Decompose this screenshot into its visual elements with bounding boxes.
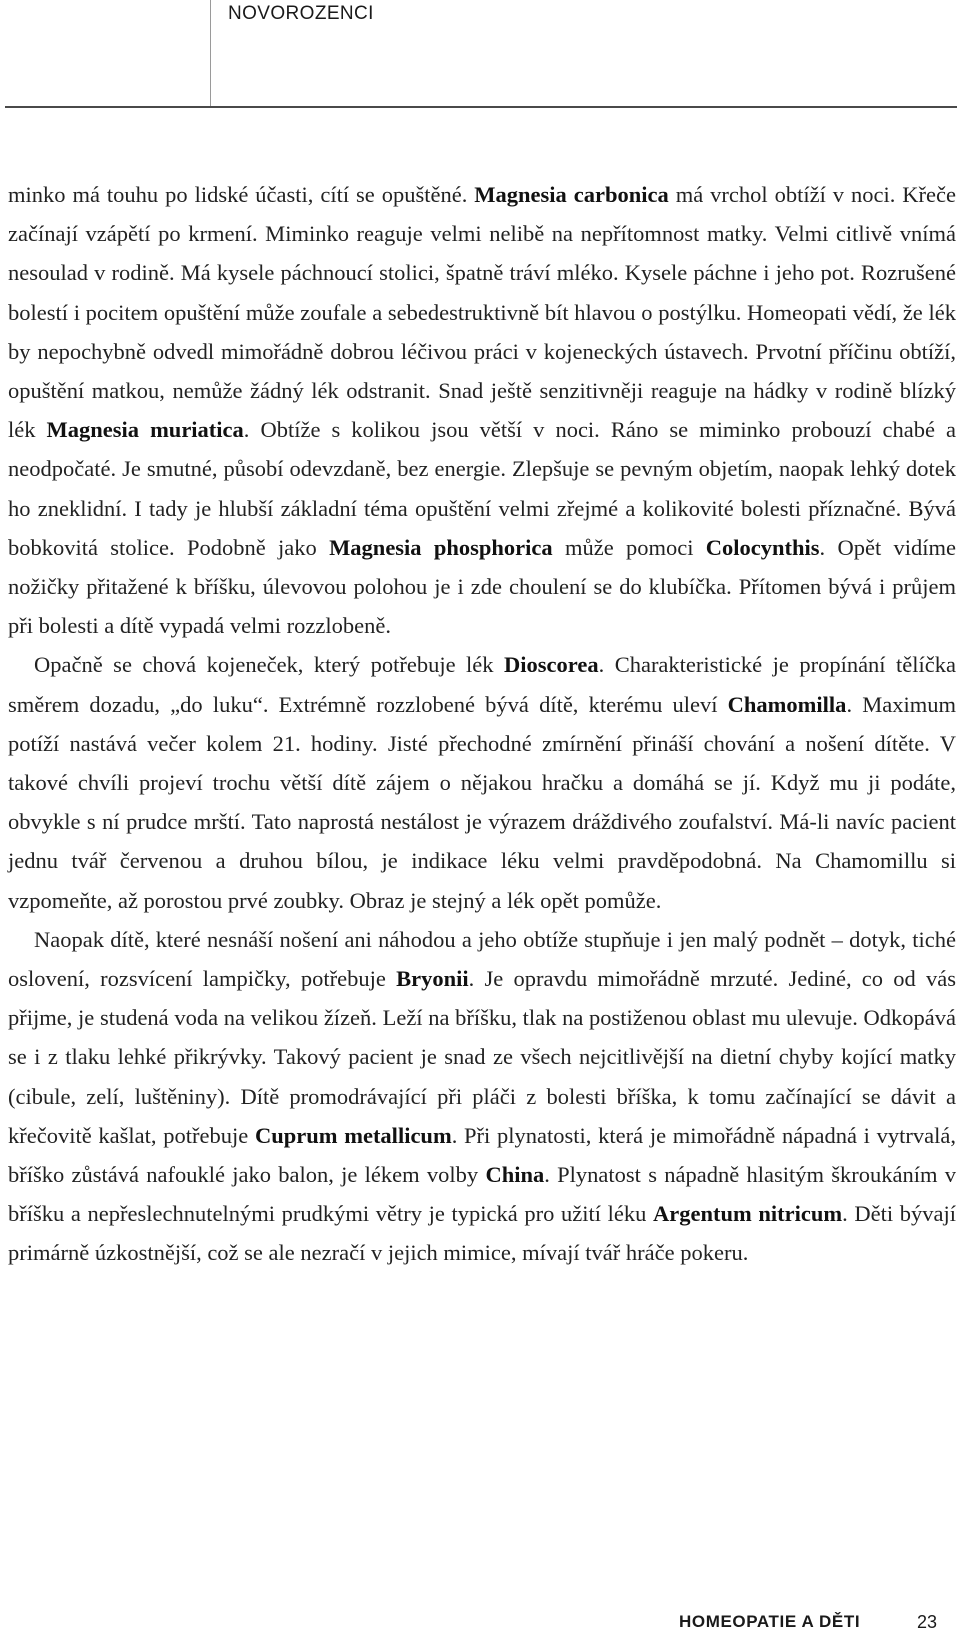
text-run: . Plynatost s nápadně hlasitým škroukáním v bříšku a nepřeslechnutelnými prudkými větry je typická pro užití léku [8,1162,956,1227]
remedy-name: China [485,1162,545,1188]
paragraph-3 [8,920,956,1273]
running-footer [0,1610,960,1636]
text-run: . Maximum potíží nastává večer kolem 21. hodiny. Jisté přechodné zmírnění přináší chování a nošení dítěte. V takové chvíli projeví trochu větší dítě zájem o nějakou hračku a domáhá se jí. Když mu ji podáte, obvykle s ní prudce mrští. Tato naprostá nestálost je výrazem dráždivého zoufalství. Má-li navíc pacient jednu tvář červenou a druhou bílou, je indikace léku velmi pravděpodobná. Na Chamomillu si vzpomeňte, až porostou prvé zoubky. Obraz je stejný a lék opět pomůže. [8,691,956,913]
chapter-label: NOVOROZENCI [228,3,374,24]
remedy-name: Bryonii [396,966,469,992]
remedy-name: Colocynthis [705,534,820,560]
paragraph-1 [8,175,956,645]
remedy-name: Chamomilla [727,691,847,717]
remedy-name: Argentum nitricum [652,1201,843,1227]
paragraph-2 [8,645,956,919]
text-run: . Je opravdu mimořádně mrzuté. Jediné, co od vás přijme, je studená voda na velikou žízeň. Leží na bříšku, tlak na postiženou oblast mu ulevuje. Odkopává se i z tlaku lehké přikrývky. Takový pacient je snad ze všech nejcitlivější na dietní chyby kojící matky (cibule, zelí, luštěniny). Dítě promodrávající při pláči z bolesti bříška, k tomu začínající se dávit a křečovitě kašlat, potřebuje [8,966,956,1148]
text-run: . Opět vidíme nožičky přitažené k bříšku, úlevovou polohou je i zde choulení se do klubíčka. Přítomen bývá i průjem při bolesti a dítě vypadá velmi rozzlobeně. [8,534,957,639]
remedy-name: Cuprum metallicum [254,1122,452,1148]
remedy-name: Magnesia carbonica [474,182,669,207]
body-text [8,175,956,1273]
remedy-name: Dioscorea [504,652,599,678]
text-run: má vrchol obtíží v noci. Křeče začínají vzápětí po krmení. Miminko reaguje velmi nelibě na nepřítomnost matky. Velmi citlivě vnímá nesoulad v rodině. Má kysele páchnoucí stolici, špatně tráví mléko. Kysele páchne i jeho pot. Rozrušené bolestí i pocitem opuštění může zoufale a sebedestruktivně bít hlavou o postýlku. Homeopati vědí, že lék by nepochybně odvedl mimořádně dobrou léčivou práci v kojeneckých ústavech. Prvotní příčinu obtíží, opuštění matkou, nemůže žádný lék odstranit. Snad ještě senzitivněji reaguje na hádky v rodině blízký lék [8,182,957,443]
text-run: minko má touhu po lidské účasti, cítí se opuštěné. [8,182,475,207]
remedy-name: Magnesia phosphorica [329,534,553,560]
text-run: Opačně se chová kojeneček, který potřebuje lék [34,652,505,678]
text-run: . Děti bývají primárně úzkostnější, což se ale nezračí v jejich mimice, mívají tvář hráče pokeru. [8,1201,956,1266]
book-title: HOMEOPATIE A DĚTI [679,1612,861,1631]
running-header [0,0,960,110]
text-run: . Obtíže s kolikou jsou větší v noci. Ráno se miminko probouzí chabé a neodpočaté. Je smutné, působí odevzdaně, bez energie. Zlepšuje se pevným objetím, naopak lehký dotek ho zneklidní. I tady je hlubší základní téma opuštění velmi zřejmé a kolikovité bolesti příznačné. Bývá bobkovitá stolice. Podobně jako [8,417,956,560]
text-run: . Při plynatosti, která je mimořádně nápadná i vytrvalá, bříško zůstává nafouklé jako balon, je lékem volby [8,1122,956,1188]
text-run: Naopak dítě, které nesnáší nošení ani náhodou a jeho obtíže stupňuje i jen malý podnět – dotyk, tiché oslovení, rozsvícení lampičky, potřebuje [8,926,956,992]
text-run: . Charakteristické je propínání tělíčka směrem dozadu, „do luku“. Extrémně rozzlobené bývá dítě, kterému uleví [8,652,956,717]
text-run: může pomoci [552,534,706,560]
header-rule [5,106,957,108]
remedy-name: Magnesia muriatica [46,417,244,443]
page-number: 23 [917,1612,938,1632]
header-divider-vertical [210,0,211,107]
